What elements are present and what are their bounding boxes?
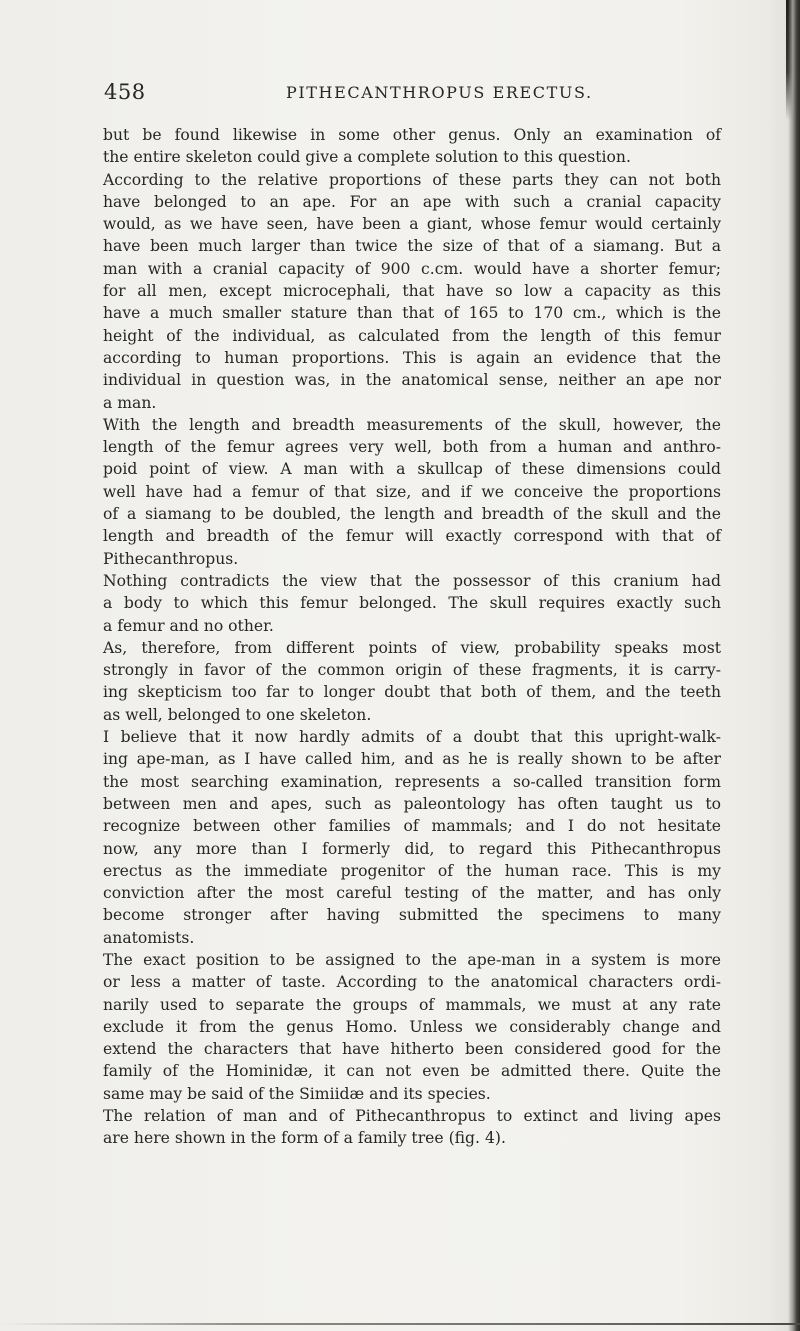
text-line: are here shown in the form of a family tree (fig. 4).	[103, 1129, 506, 1148]
text-line: ing skepticism too far to longer doubt that both of them, and the teeth	[103, 683, 721, 702]
page-header	[104, 80, 704, 108]
text-line: According to the relative proportions of these parts they can not both	[103, 170, 721, 189]
text-line: family of the Hominidæ, it can not even be admitted there. Quite the	[103, 1062, 721, 1081]
text-line: strongly in favor of the common origin of these fragments, it is carry-	[103, 661, 721, 680]
text-line: narily used to separate the groups of mammals, we must at any rate	[103, 995, 721, 1014]
text-line: erectus as the immediate progenitor of the human race. This is my	[103, 861, 721, 880]
text-line: The exact position to be assigned to the ape-man in a system is more	[103, 950, 721, 969]
text-line: conviction after the most careful testing of the matter, and has only	[103, 884, 721, 903]
page-bottom-edge	[0, 1323, 800, 1325]
text-line: recognize between other families of mammals; and I do not hesitate	[103, 817, 721, 836]
text-line: length and breadth of the femur will exactly correspond with that of	[103, 527, 721, 546]
text-line: the entire skeleton could give a complete solution to this question.	[103, 148, 631, 167]
text-line: Pithecanthropus.	[103, 549, 239, 568]
text-line: man with a cranial capacity of 900 c.cm. would have a shorter femur;	[103, 259, 721, 278]
text-line: anatomists.	[103, 928, 195, 947]
text-line: a body to which this femur belonged. The skull requires exactly such	[103, 594, 721, 613]
text-line: a femur and no other.	[103, 616, 274, 635]
text-line: extend the characters that have hitherto been considered good for the	[103, 1040, 721, 1059]
text-line: as well, belonged to one skeleton.	[103, 705, 372, 724]
paragraph	[103, 1105, 721, 1150]
paragraph	[103, 124, 721, 169]
text-line: or less a matter of taste. According to the anatomical characters ordi-	[103, 973, 721, 992]
text-line: a man.	[103, 393, 157, 412]
text-line: With the length and breadth measurements of the skull, however, the	[103, 415, 721, 434]
text-line: As, therefore, from different points of view, probability speaks most	[103, 638, 721, 657]
text-line: the most searching examination, represents a so-called transition form	[103, 772, 721, 791]
text-line: now, any more than I formerly did, to regard this Pithecanthropus	[103, 839, 721, 858]
text-line: but be found likewise in some other genus. Only an examination of	[103, 126, 721, 144]
text-line: same may be said of the Simiidæ and its species.	[103, 1084, 491, 1103]
paragraph	[103, 169, 721, 414]
text-line: height of the individual, as calculated from the length of this femur	[103, 326, 721, 345]
text-line: ing ape-man, as I have called him, and as he is really shown to be after	[103, 750, 721, 769]
paragraph	[103, 414, 721, 570]
text-line: have belonged to an ape. For an ape with such a cranial capacity	[103, 192, 721, 211]
paragraph	[103, 949, 721, 1105]
page-number: 458	[104, 80, 146, 104]
text-line: individual in question was, in the anatomical sense, neither an ape nor	[103, 371, 721, 390]
page-edge-shadow	[788, 0, 800, 1331]
text-line: become stronger after having submitted the specimens to many	[103, 906, 721, 925]
paragraph	[103, 726, 721, 949]
text-line: of a siamang to be doubled, the length and breadth of the skull and the	[103, 505, 721, 524]
text-line: have a much smaller stature than that of 165 to 170 cm., which is the	[103, 304, 721, 323]
body-text	[103, 124, 721, 1150]
text-line: exclude it from the genus Homo. Unless we considerably change and	[103, 1017, 721, 1036]
text-line: poid point of view. A man with a skullcap of these dimensions could	[103, 460, 721, 479]
text-line: for all men, except microcephali, that have so low a capacity as this	[103, 282, 721, 301]
text-line: between men and apes, such as paleontology has often taught us to	[103, 794, 721, 813]
paragraph	[103, 637, 721, 726]
text-line: The relation of man and of Pithecanthropus to extinct and living apes	[103, 1107, 721, 1126]
paragraph	[103, 570, 721, 637]
text-line: according to human proportions. This is again an evidence that the	[103, 348, 721, 367]
text-line: Nothing contradicts the view that the possessor of this cranium had	[103, 571, 721, 590]
text-line: I believe that it now hardly admits of a doubt that this upright-walk-	[103, 728, 721, 747]
text-line: would, as we have seen, have been a giant, whose femur would certainly	[103, 215, 721, 234]
text-line: length of the femur agrees very well, both from a human and anthro-	[103, 438, 721, 457]
text-line: well have had a femur of that size, and if we conceive the proportions	[103, 482, 721, 501]
running-title: PITHECANTHROPUS ERECTUS.	[286, 83, 593, 102]
text-line: have been much larger than twice the size of that of a siamang. But a	[103, 237, 721, 256]
